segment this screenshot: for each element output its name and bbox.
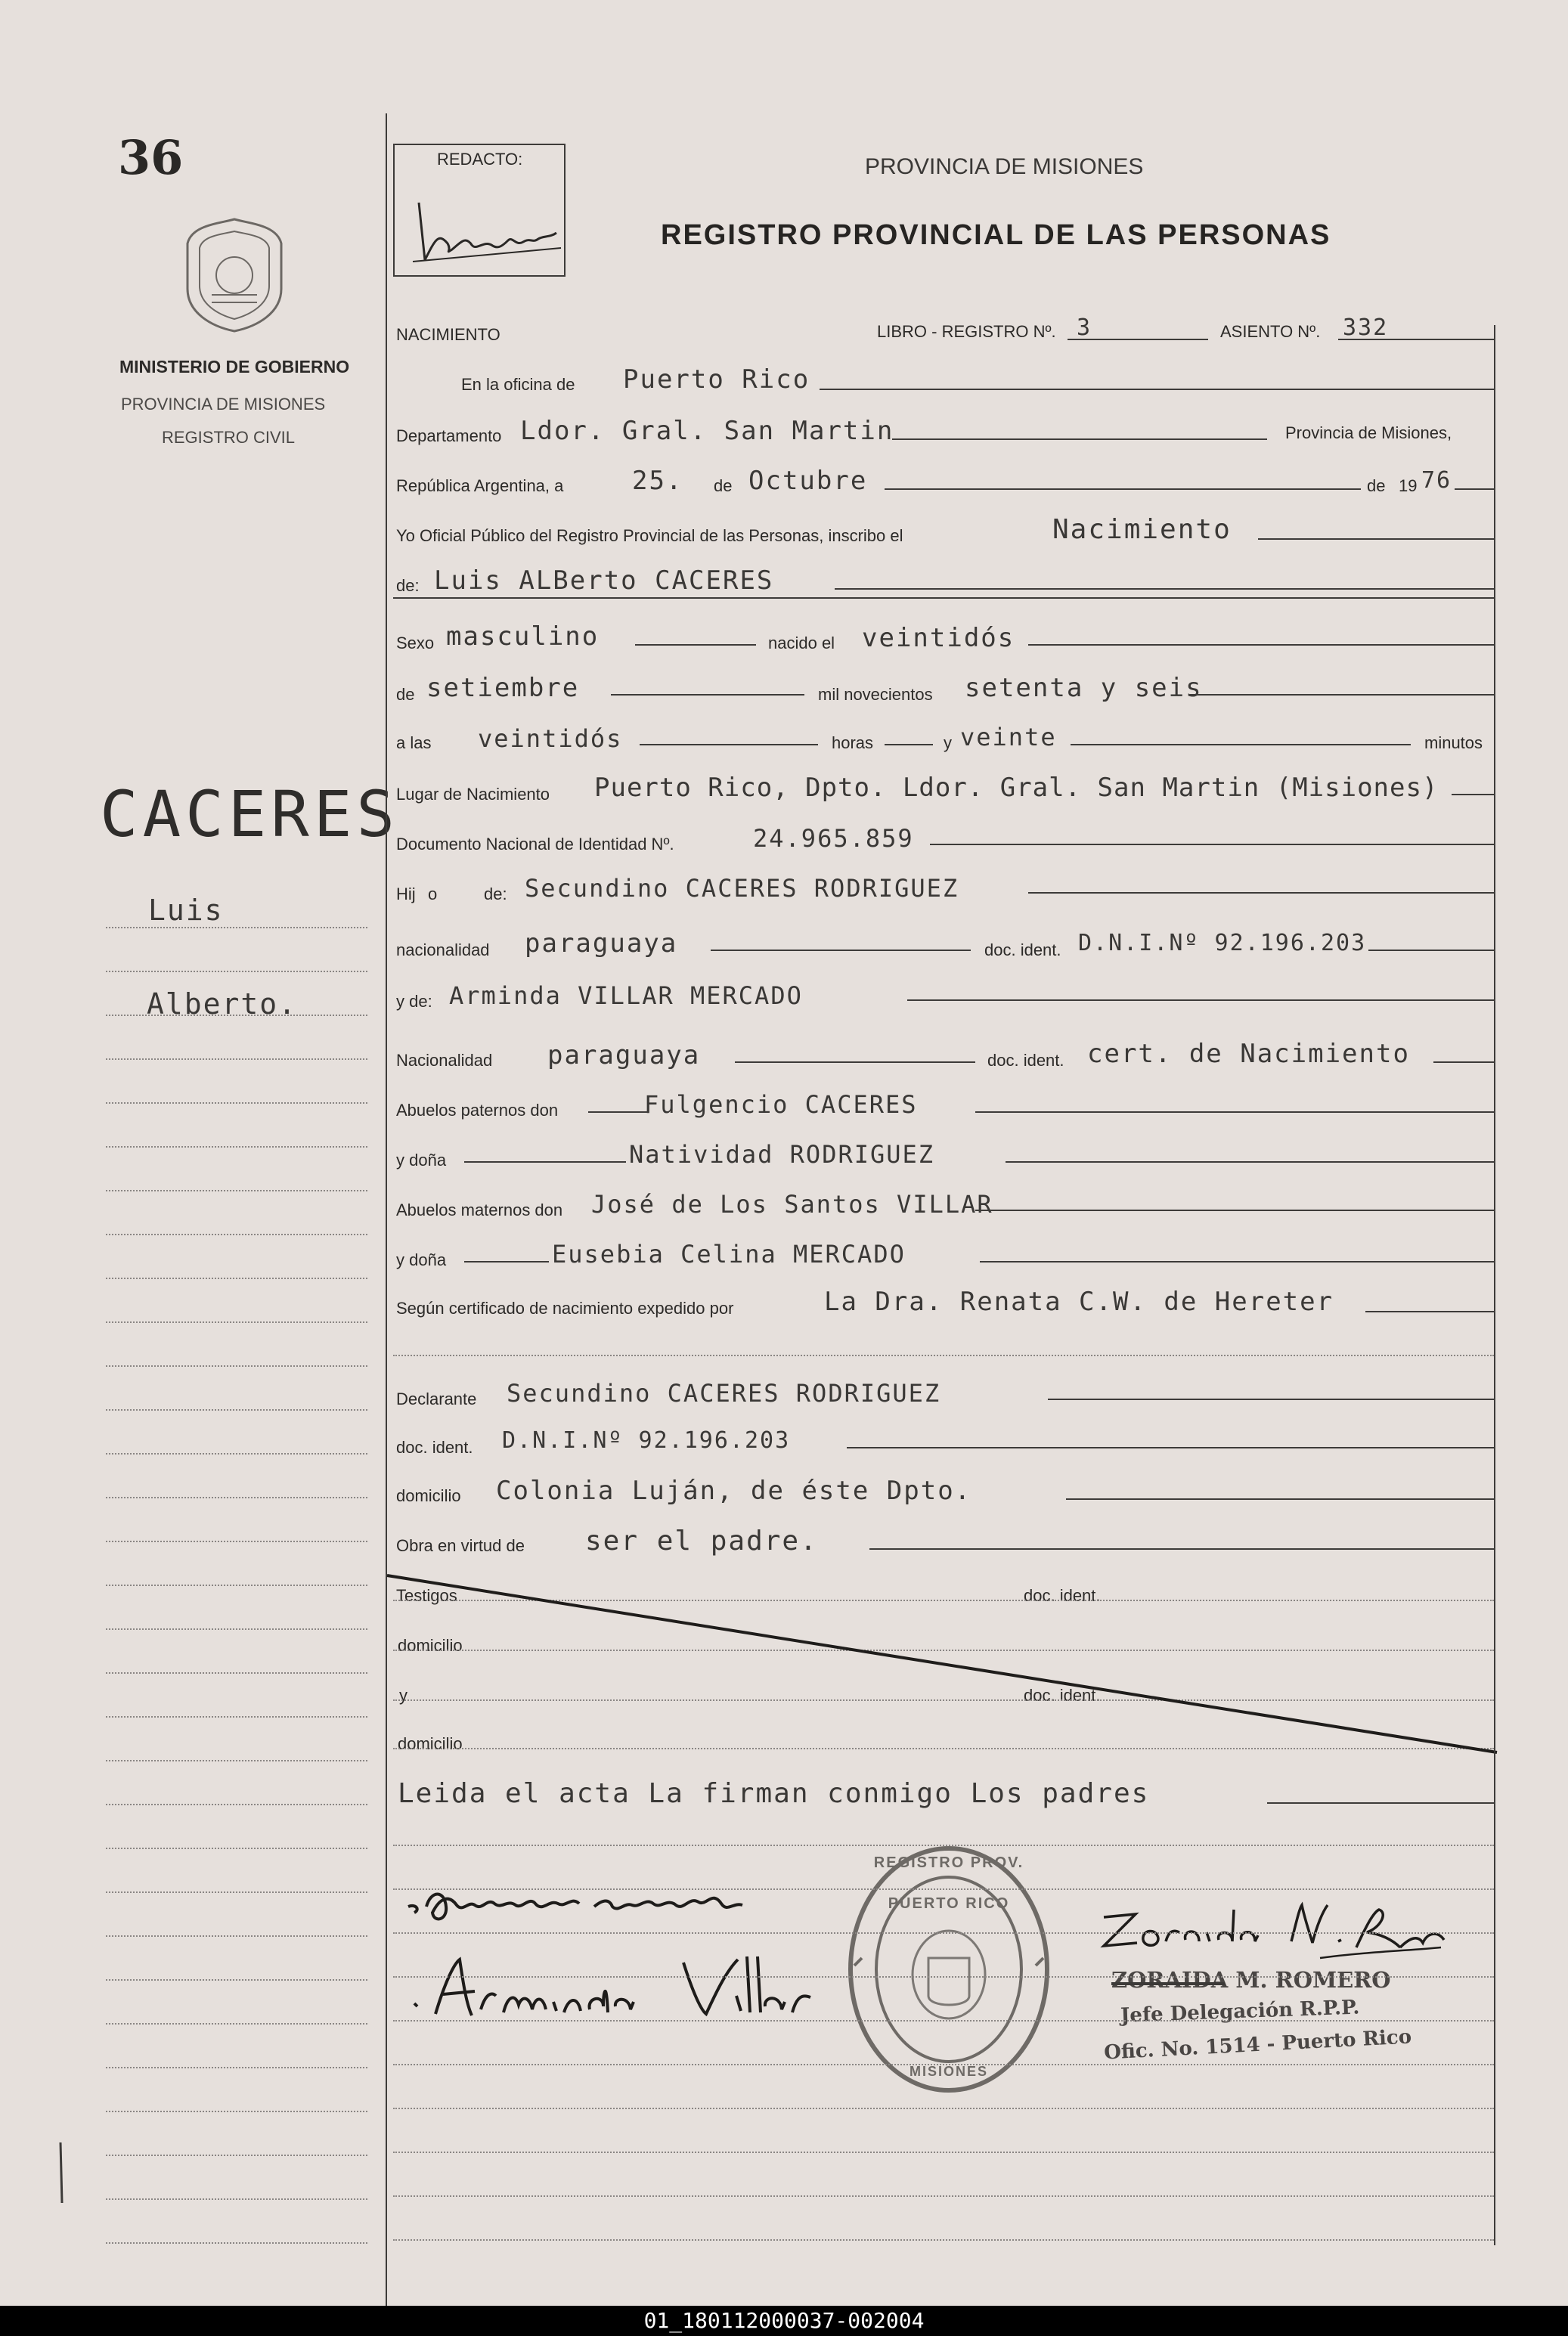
official-title: Jefe Delegación R.P.P. — [1120, 1996, 1360, 2028]
nacionalidad-value: paraguaya — [525, 928, 678, 959]
minutos-value: veinte — [960, 723, 1057, 751]
de-value: Luis ALBerto CACERES — [434, 565, 774, 596]
file-id-footer: 01_180112000037-002004 — [0, 2306, 1568, 2336]
madre-doc-label: doc. ident. — [987, 1051, 1064, 1070]
testigos-doc2-label: doc. ident. — [1024, 1686, 1101, 1705]
nacionalidad2-value: paraguaya — [547, 1040, 701, 1070]
asiento-label: ASIENTO Nº. — [1220, 322, 1321, 341]
dni-label: Documento Nacional de Identidad Nº. — [396, 835, 674, 854]
testigos-domicilio-label: domicilio — [398, 1636, 463, 1655]
mil-label: mil novecientos — [818, 685, 933, 704]
official-office: Ofic. No. 1514 - Puerto Rico — [1103, 2025, 1412, 2065]
abuela-materna-value: Eusebia Celina MERCADO — [552, 1240, 906, 1269]
margin-dotted-line — [106, 1278, 367, 1279]
left-edge-mark — [53, 2139, 68, 2207]
lugar-label: Lugar de Nacimiento — [396, 785, 550, 804]
margin-dotted-line — [106, 1409, 367, 1411]
margin-dotted-line — [106, 1234, 367, 1235]
mes-value: setiembre — [426, 673, 580, 703]
signature-dotted-line — [393, 2064, 1494, 2065]
y-label: y — [944, 733, 952, 752]
ministry-label: MINISTERIO DE GOBIERNO — [119, 357, 350, 376]
hijo-suffix: o — [428, 885, 438, 903]
obra-label: Obra en virtud de — [396, 1536, 525, 1555]
redacto-box — [393, 144, 566, 277]
madre-value: Arminda VILLAR MERCADO — [449, 981, 803, 1010]
margin-dotted-line — [106, 1848, 367, 1849]
margin-dotted-line — [106, 1935, 367, 1937]
padre-value: Secundino CACERES RODRIGUEZ — [525, 874, 959, 903]
fecha-de2-label: de — [1367, 476, 1386, 495]
margin-dotted-line — [106, 1979, 367, 1981]
nacionalidad-label: nacionalidad — [396, 940, 490, 959]
margin-dotted-line — [106, 1058, 367, 1060]
declarante-value: Secundino CACERES RODRIGUEZ — [507, 1379, 941, 1408]
madre-doc-value: cert. de Nacimiento — [1087, 1039, 1410, 1069]
fecha-label: República Argentina, a — [396, 476, 564, 495]
abuelos-maternos-label: Abuelos maternos don — [396, 1201, 563, 1219]
nacionalidad2-label: Nacionalidad — [396, 1051, 493, 1070]
signature-secundino — [401, 1860, 794, 1928]
margin-dotted-line — [106, 1102, 367, 1104]
sexo-label: Sexo — [396, 634, 435, 652]
margin-dotted-line — [106, 1716, 367, 1718]
registry-title: REGISTRO PROVINCIAL DE LAS PERSONAS — [661, 219, 1331, 251]
abuela-materna-label: y doña — [396, 1250, 447, 1269]
padre-doc-label: doc. ident. — [984, 940, 1061, 959]
margin-dotted-line — [106, 1453, 367, 1455]
inscribo-value: Nacimiento — [1052, 514, 1232, 545]
margin-dotted-line — [106, 1146, 367, 1148]
obra-value: ser el padre. — [585, 1526, 818, 1557]
svg-text:PUERTO RICO: PUERTO RICO — [888, 1895, 1010, 1912]
testigos-doc-label: doc. ident. — [1024, 1586, 1101, 1605]
segun-value: La Dra. Renata C.W. de Hereter — [824, 1287, 1334, 1317]
sexo-value: masculino — [446, 621, 600, 652]
margin-dotted-line — [106, 1585, 367, 1586]
margin-dotted-line — [106, 1628, 367, 1630]
page-vertical-rule — [386, 113, 387, 2306]
province-label: PROVINCIA DE MISIONES — [121, 395, 326, 414]
nacimiento-label: NACIMIENTO — [396, 325, 500, 344]
margin-dotted-line — [106, 1804, 367, 1805]
fecha-anio: 76 — [1421, 467, 1452, 494]
fecha-de-label: de — [714, 476, 733, 495]
margin-second-name: Alberto. — [147, 987, 298, 1021]
oficina-value: Puerto Rico — [623, 364, 810, 395]
margin-dotted-line — [106, 1760, 367, 1761]
margin-dotted-line — [106, 1891, 367, 1893]
margin-dotted-line — [106, 1541, 367, 1542]
margin-dotted-line — [106, 1321, 367, 1323]
lugar-value: Puerto Rico, Dpto. Ldor. Gral. San Martin (Misiones) — [594, 773, 1439, 803]
asiento-value: 332 — [1343, 314, 1389, 341]
de2-label: de — [396, 685, 415, 704]
nacido-label: nacido el — [768, 634, 835, 652]
signature-dotted-line — [393, 2239, 1494, 2241]
hijo-label: Hij — [396, 885, 416, 903]
registry-label: REGISTRO CIVIL — [162, 428, 296, 447]
abuelos-maternos-value: José de Los Santos VILLAR — [591, 1190, 993, 1219]
signature-dotted-line — [393, 1932, 1494, 1934]
libro-value: 3 — [1077, 314, 1092, 341]
abuelos-paternos-value: Fulgencio CACERES — [644, 1090, 918, 1119]
anio-value: setenta y seis — [965, 673, 1203, 703]
right-border-rule — [1494, 325, 1495, 2245]
fecha-anio-prefix: 19 — [1399, 476, 1418, 495]
testigos-cancel-stroke — [386, 1572, 1512, 1761]
margin-dotted-line — [106, 2242, 367, 2244]
margin-dotted-line — [106, 2023, 367, 2025]
margin-dotted-line — [106, 1497, 367, 1498]
margin-first-name: Luis — [148, 894, 224, 927]
margin-dotted-line — [106, 2198, 367, 2200]
margin-dotted-line — [106, 2155, 367, 2156]
yde-label: y de: — [396, 992, 432, 1011]
testigos-label: Testigos — [396, 1586, 457, 1605]
domicilio-value: Colonia Luján, de éste Dpto. — [496, 1476, 972, 1506]
signature-dotted-line — [393, 1976, 1494, 1978]
minutos-label: minutos — [1424, 733, 1483, 752]
header-province: PROVINCIA DE MISIONES — [865, 154, 1144, 179]
official-stamp — [839, 1837, 1058, 2102]
signature-dotted-line — [393, 2152, 1494, 2153]
testigos-y-label: y — [399, 1686, 407, 1705]
dni-value: 24.965.859 — [753, 824, 914, 853]
redacto-signature — [402, 172, 569, 271]
segun-label: Según certificado de nacimiento expedido por — [396, 1299, 734, 1318]
page-number: 36 — [118, 130, 184, 185]
signature-dotted-line — [393, 1845, 1494, 1846]
departamento-label: Departamento — [396, 426, 502, 445]
horas-value: veintidós — [478, 724, 623, 753]
declarante-doc-label: doc. ident. — [396, 1438, 473, 1457]
padre-doc-value: D.N.I.Nº 92.196.203 — [1078, 930, 1367, 956]
inscribo-label: Yo Oficial Público del Registro Provincial de las Personas, inscribo el — [396, 526, 903, 545]
margin-dotted-line — [106, 927, 367, 928]
provincia-suffix: Provincia de Misiones, — [1285, 423, 1452, 442]
horas-label: horas — [832, 733, 874, 752]
margin-surname: CACERES — [100, 777, 400, 851]
provincial-emblem-icon — [181, 216, 287, 333]
signature-dotted-line — [393, 2020, 1494, 2022]
svg-text:MISIONES: MISIONES — [909, 2064, 989, 2079]
margin-dotted-line — [106, 2111, 367, 2112]
nacido-value: veintidós — [862, 623, 1015, 653]
margin-dotted-line — [106, 971, 367, 972]
fecha-mes: Octubre — [748, 466, 868, 496]
margin-dotted-line — [106, 1015, 367, 1016]
margin-dotted-line — [106, 2067, 367, 2068]
departamento-value: Ldor. Gral. San Martin — [520, 416, 894, 446]
signature-dotted-line — [393, 1888, 1494, 1890]
oficina-label: En la oficina de — [461, 375, 575, 394]
margin-dotted-line — [106, 1672, 367, 1674]
redacto-label: REDACTO: — [437, 150, 523, 169]
margin-dotted-line — [106, 1365, 367, 1367]
signature-dotted-line — [393, 2195, 1494, 2197]
de-label: de: — [396, 576, 420, 595]
closing-text: Leida el acta La firman conmigo Los padres — [398, 1778, 1150, 1809]
abuela-paterna-label: y doña — [396, 1151, 447, 1170]
hijo-de-label: de: — [484, 885, 507, 903]
abuelos-paternos-label: Abuelos paternos don — [396, 1101, 559, 1120]
official-name: ZORAIDA M. ROMERO — [1111, 1967, 1391, 1993]
libro-label: LIBRO - REGISTRO Nº. — [877, 322, 1056, 341]
alas-label: a las — [396, 733, 432, 752]
margin-dotted-line — [106, 1190, 367, 1191]
abuela-paterna-value: Natividad RODRIGUEZ — [629, 1140, 935, 1169]
testigos-domicilio2-label: domicilio — [398, 1734, 463, 1753]
fecha-dia: 25. — [632, 466, 683, 496]
domicilio-label: domicilio — [396, 1486, 461, 1505]
signature-dotted-line — [393, 2108, 1494, 2109]
svg-text:REGISTRO PROV.: REGISTRO PROV. — [873, 1854, 1024, 1871]
declarante-label: Declarante — [396, 1390, 477, 1408]
declarante-doc-value: D.N.I.Nº 92.196.203 — [502, 1427, 791, 1454]
